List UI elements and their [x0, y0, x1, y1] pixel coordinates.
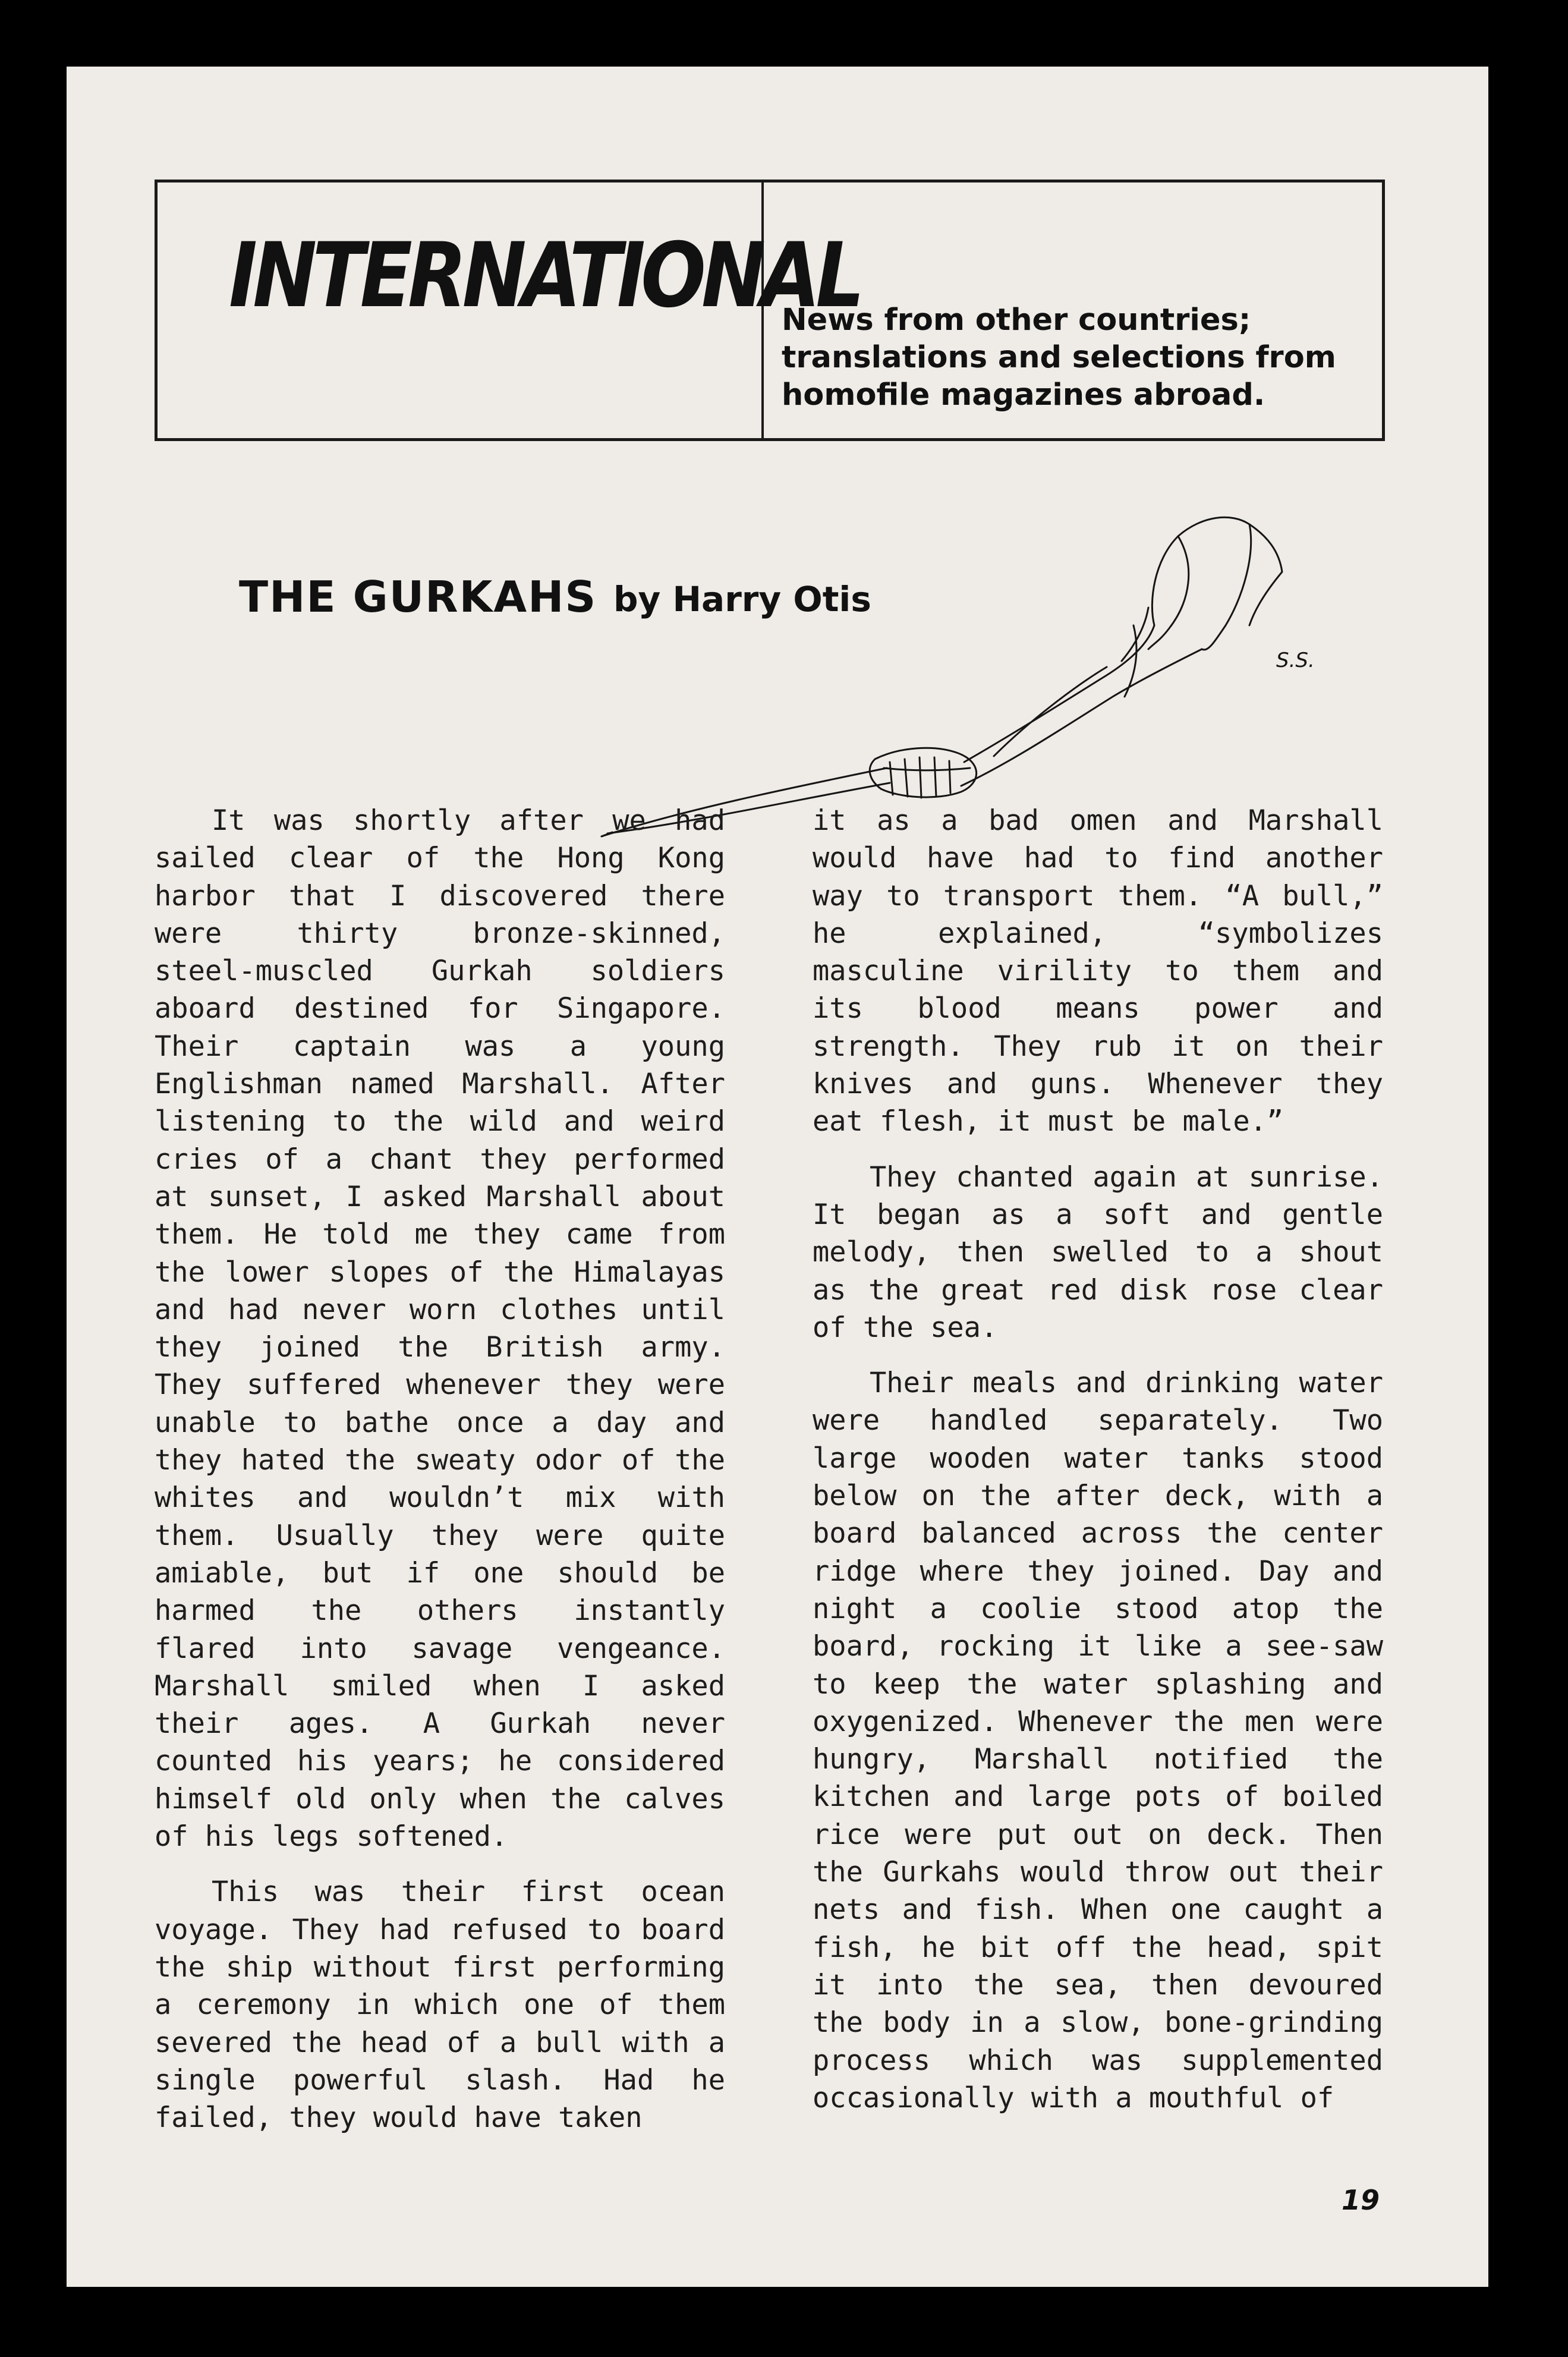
left-text-column [155, 802, 725, 2154]
paragraph: it as a bad omen and Marshall would have had to find another way to transport them. “A bull,” he explained, “symbolizes masculine virility to them and its blood means power and strength. They rub it on their knives and guns. Whenever they eat flesh, it must be male.” [813, 804, 1383, 1138]
page-number: 19 [1341, 2184, 1380, 2216]
section-header-box [155, 180, 1385, 441]
paragraph: This was their first ocean voyage. They had refused to board the ship without first performing a ceremony in which one of them severed the head of a bull with a single powerful slash. Had he failed, they would have taken [155, 1875, 725, 2135]
paragraph: Their meals and drinking water were handled separately. Two large wooden water tanks stood below on the after deck, with a board balanced across the center ridge where they joined. Day and night a coolie stood atop the board, rocking it like a see-saw to keep the water splashing and oxygenized. Whenever the men were hungry, Marshall notified the kitchen and large pots of boiled rice were put out on deck. Then the Gurkahs would throw out their nets and fish. When one caught a fish, he bit off the head, spit it into the sea, then devoured the body in a slow, bone-grinding process which was supplemented occasionally with a mouthful of [813, 1367, 1383, 2114]
section-description-cell [764, 182, 1382, 438]
article-title: THE GURKAHS [239, 572, 597, 622]
section-title-cell [158, 182, 860, 438]
section-description: News from other countries; translations and selections from homofile magazines abroad. [782, 303, 1336, 413]
right-text-column [813, 802, 1383, 2135]
hand-with-knife-sketch [590, 447, 1333, 845]
section-title: INTERNATIONAL [229, 224, 860, 328]
article-byline: by Harry Otis [613, 579, 871, 619]
paragraph: It was shortly after we had sailed clear of the Hong Kong harbor that I discovered there were thirty bronze-skinned, steel-muscled Gurkah soldiers aboard destined for Singapore. Their captain was a young Englishman named Marshall. After listening to the wild and weird cries of a chant they performed at sunset, I asked Marshall about them. He told me they came from the lower slopes of the Himalayas and had never worn clothes until they joined the British army. They suffered whenever they were unable to bathe once a day and they hated the sweaty odor of the whites and wouldn’t mix with them. Usually they were quite amiable, but if one should be harmed the others instantly flared into savage vengeance. Marshall smiled when I asked their ages. A Gurkah never counted his years; he considered himself old only when the calves of his legs softened. [155, 804, 725, 1853]
sketch-initials: S.S. [1276, 649, 1315, 672]
magazine-page [67, 67, 1488, 2287]
paragraph: They chanted again at sunrise. It began as a soft and gentle melody, then swelled to a shout as the great red disk rose clear of the sea. [813, 1160, 1383, 1344]
